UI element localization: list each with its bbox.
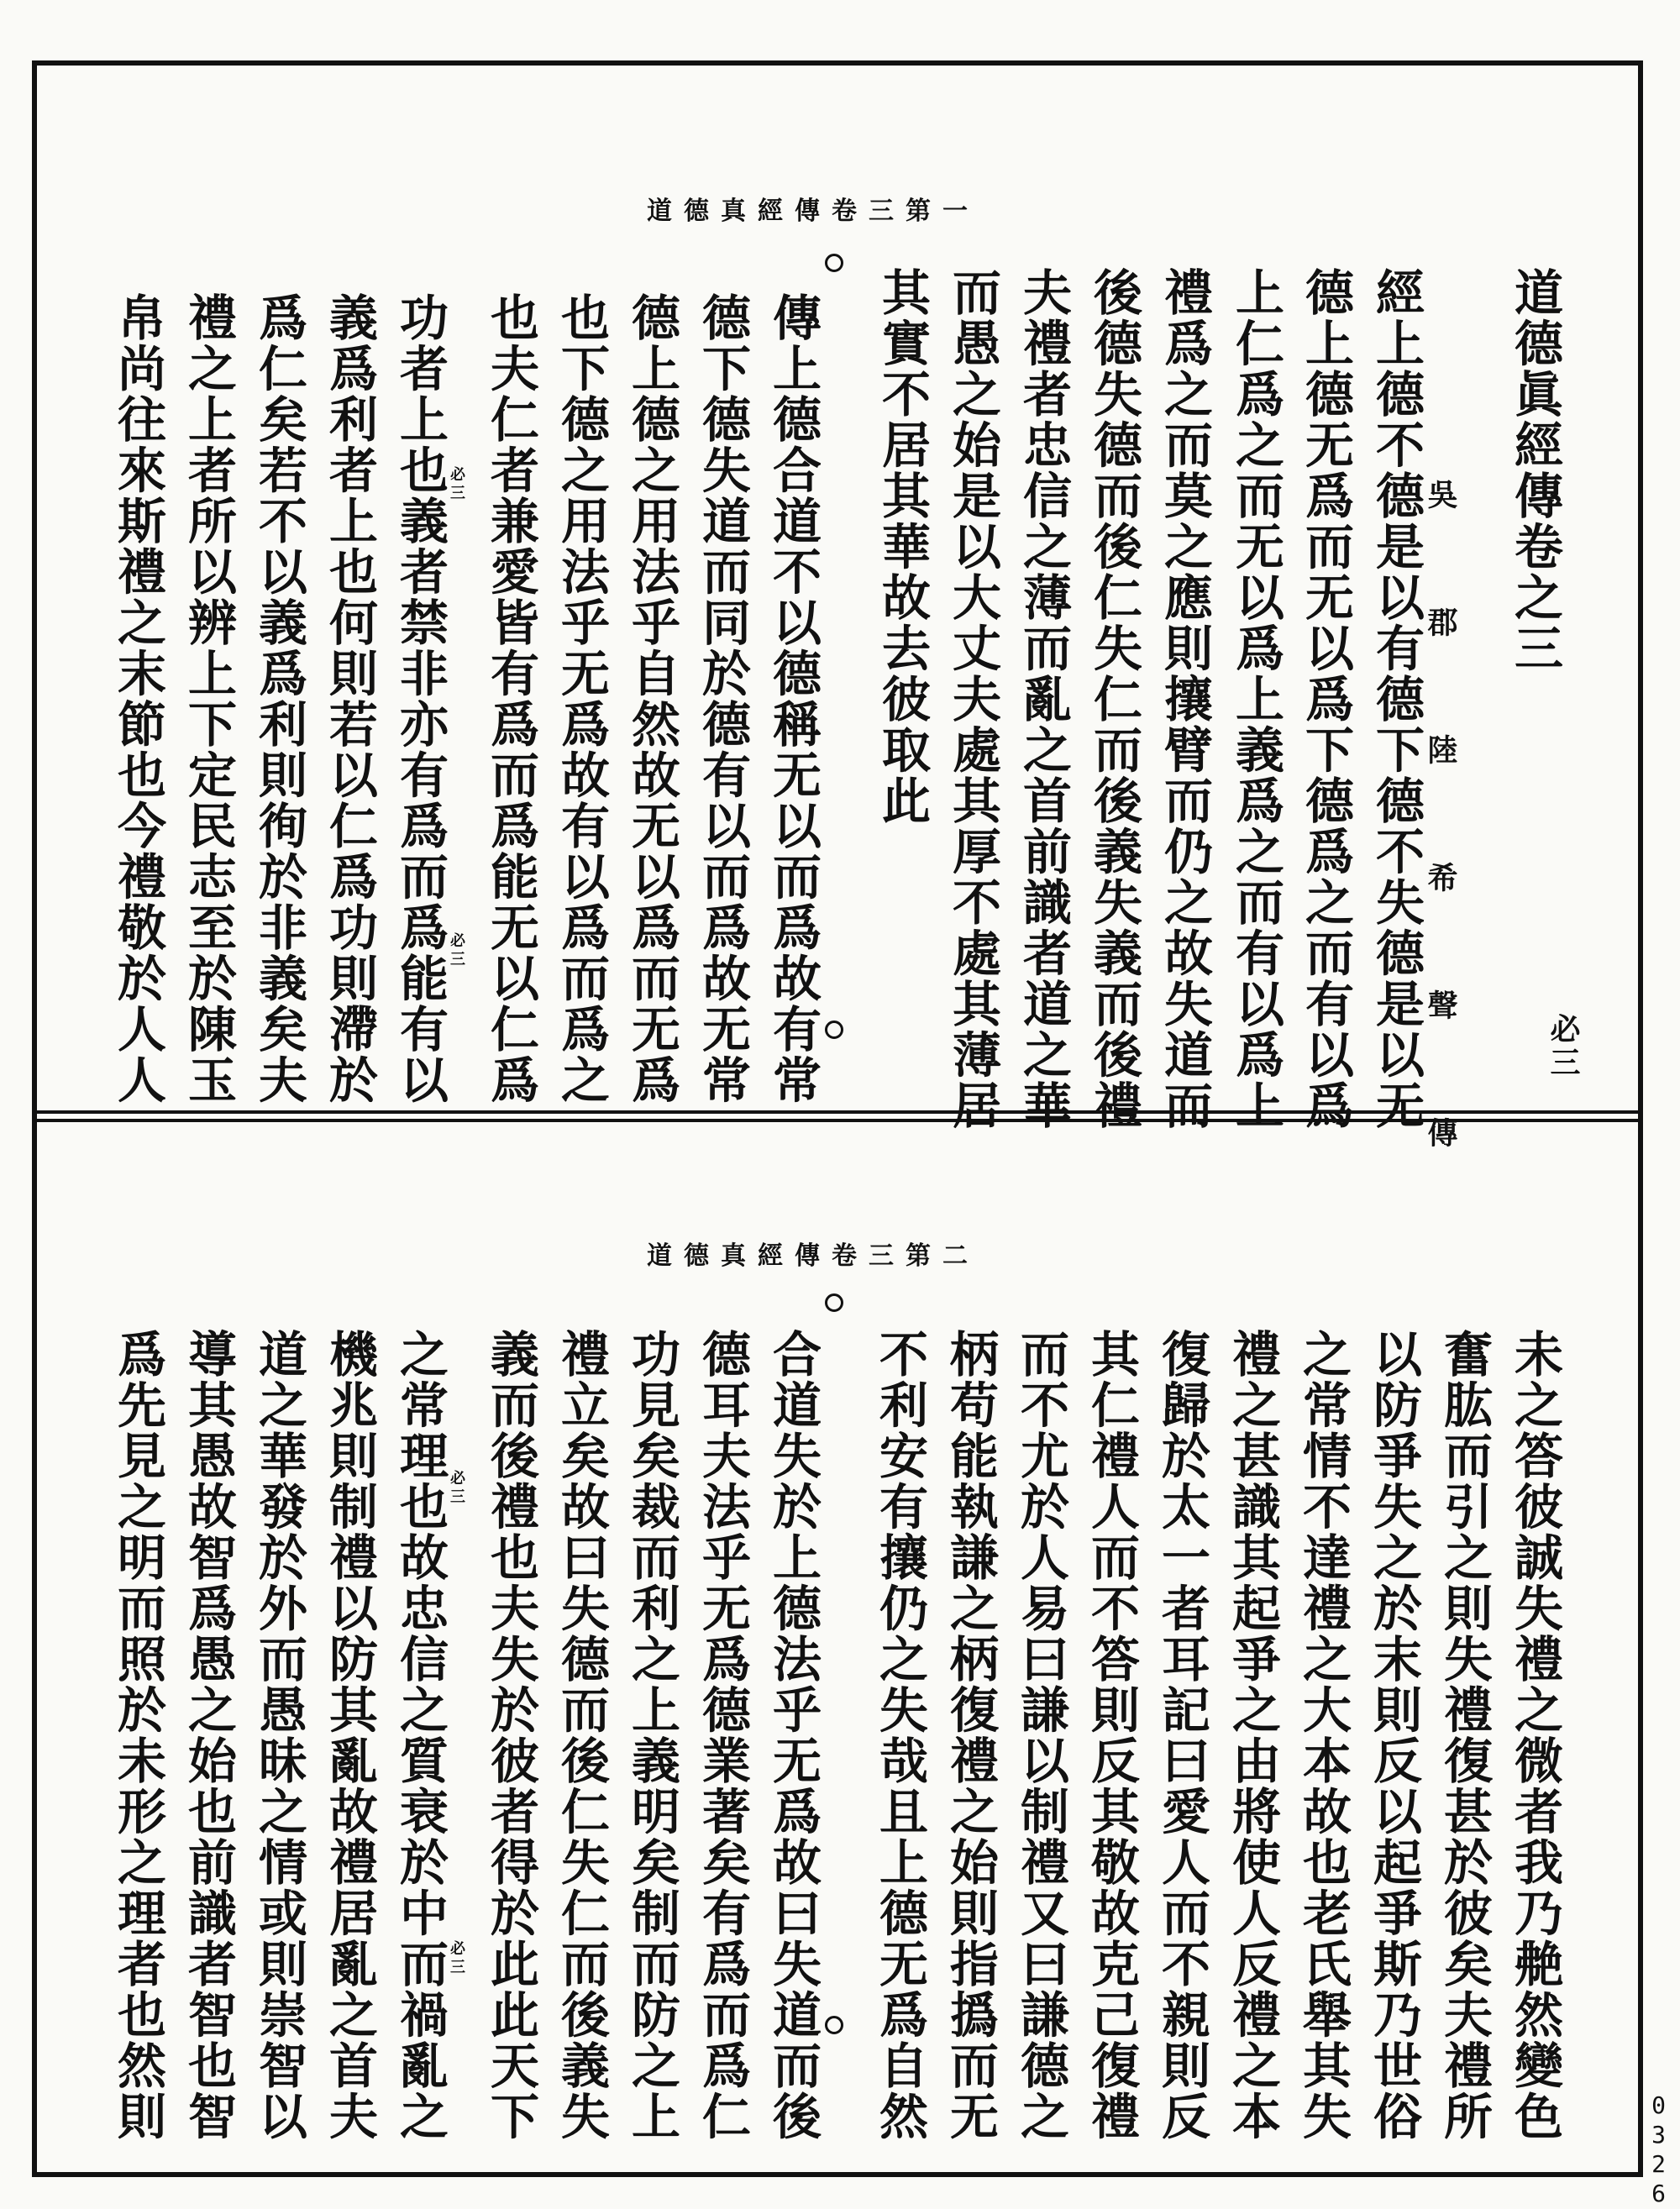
top-col-11: 德下德失道而同於德有以而爲故无常	[694, 292, 751, 1105]
top-col-1: 道德眞經傳卷之三	[1506, 267, 1563, 674]
top-col-16: 義爲利者上也何則若以仁爲功則滯於	[321, 292, 378, 1105]
top-header: 道德真經傳卷三第一	[647, 197, 979, 226]
top-col-17: 爲仁矣若不以義爲利則徇於非義矣夫	[250, 292, 307, 1105]
circle-marker-mid	[825, 1021, 843, 1039]
bottom-col-19: 導其愚故智爲愚之始也前識者智也智	[180, 1329, 237, 2142]
bottom-col-11: 合道失於上德法乎无爲故曰失道而後	[764, 1329, 822, 2142]
bottom-header: 道德真經傳卷三第二	[647, 1241, 979, 1271]
top-col-19: 帛尚往來斯禮之末節也今禮敬於人人	[109, 292, 166, 1105]
top-col-7: 夫禮者忠信之薄而亂之首前識者道之華	[1015, 267, 1072, 1131]
bottom-col-9: 柄苟能執謙之柄復禮之始則指撝而无	[942, 1329, 999, 2142]
bottom-col-18: 道之華發於外而愚昧之情或則崇智以	[250, 1329, 307, 2142]
top-col-2: 上仁爲之而无以爲上義爲之而有以爲上	[1227, 267, 1284, 1131]
circle-marker-top	[825, 254, 843, 272]
bottom-col-20: 爲先見之明而照於未形之理者也然則	[109, 1329, 166, 2142]
top-col-8: 而愚之始是以大丈夫處其厚不處其薄居	[944, 267, 1001, 1131]
top-col-15: 功者上也義者禁非亦有爲而爲能有以	[391, 292, 449, 1105]
top-col-12: 德上德之用法乎自然故无以爲而无爲	[623, 292, 680, 1105]
bottom-col-13: 功見矣裁而利之上義明矣制而防之上	[623, 1329, 680, 2142]
page-number: 0326	[1645, 2091, 1672, 2209]
bottom-col-16: 之常理也故忠信之質衰於中而禍亂之	[391, 1329, 449, 2142]
top-col-18: 禮之上者所以辨上下定民志至於陳玉	[180, 292, 237, 1105]
leaf-mark-top-2: 必三	[448, 932, 465, 969]
circle-marker-bottom	[825, 1293, 843, 1312]
bottom-col-4: 之常情不達禮之大本故也老氏舉其失	[1294, 1329, 1352, 2142]
bottom-col-12: 德耳夫法乎无爲德業著矣有爲而爲仁	[694, 1329, 751, 2142]
bottom-col-14: 禮立矣故曰失德而後仁失仁而後義失	[553, 1329, 610, 2142]
bottom-col-2: 奮肱而引之則失禮復甚於彼矣夫禮所	[1436, 1329, 1493, 2142]
top-col-6: 後德失德而後仁失仁而後義失義而後禮	[1085, 267, 1142, 1131]
leaf-mark: 必三	[448, 1470, 465, 1507]
bottom-col-6: 復歸於太一者耳記曰愛人而不親則反	[1153, 1329, 1210, 2142]
top-col-5: 禮爲之而莫之應則攘臂而仍之故失道而	[1156, 267, 1213, 1131]
folio-mark: 必三	[1546, 1013, 1581, 1080]
author-line: 吳 郡 陸 希 聲 傳	[1423, 479, 1458, 1181]
bottom-col-17: 機兆則制禮以防其亂故禮居亂之首夫	[321, 1329, 378, 2142]
bottom-col-15: 義而後禮也夫失於彼者得於此此天下	[482, 1329, 539, 2142]
circle-marker-bottom-2	[825, 2016, 843, 2034]
bottom-col-1: 未之答彼誠失禮之微者我乃艴然變色	[1506, 1329, 1563, 2142]
bottom-col-5: 禮之甚識其起爭之由將使人反禮之本	[1224, 1329, 1281, 2142]
top-col-10: 傳上德合道不以德稱无以而爲故有常	[764, 292, 822, 1105]
top-col-13: 也下德之用法乎无爲故有以爲而爲之	[553, 292, 610, 1105]
top-col-3: 德上德无爲而无以爲下德爲之而有以爲	[1297, 267, 1354, 1131]
top-col-4: 經上德不德是以有德下德不失德是以无	[1368, 267, 1425, 1131]
leaf-mark-bottom-2: 必三	[448, 1940, 465, 1977]
top-col-14: 也夫仁者兼愛皆有爲而爲能无以仁爲	[482, 292, 539, 1105]
top-col-9: 其實不居其華故去彼取此	[874, 267, 931, 826]
bottom-col-7: 其仁禮人而不答則反其敬故克己復禮	[1083, 1329, 1140, 2142]
bottom-col-3: 以防爭失之於末則反以起爭斯乃世俗	[1365, 1329, 1422, 2142]
bottom-col-10: 不利安有攘仍之失哉且上德无爲自然	[871, 1329, 928, 2142]
bottom-col-8: 而不尤於人易曰謙以制禮又曰謙德之	[1012, 1329, 1069, 2142]
leaf-mark: 必三	[448, 466, 465, 503]
